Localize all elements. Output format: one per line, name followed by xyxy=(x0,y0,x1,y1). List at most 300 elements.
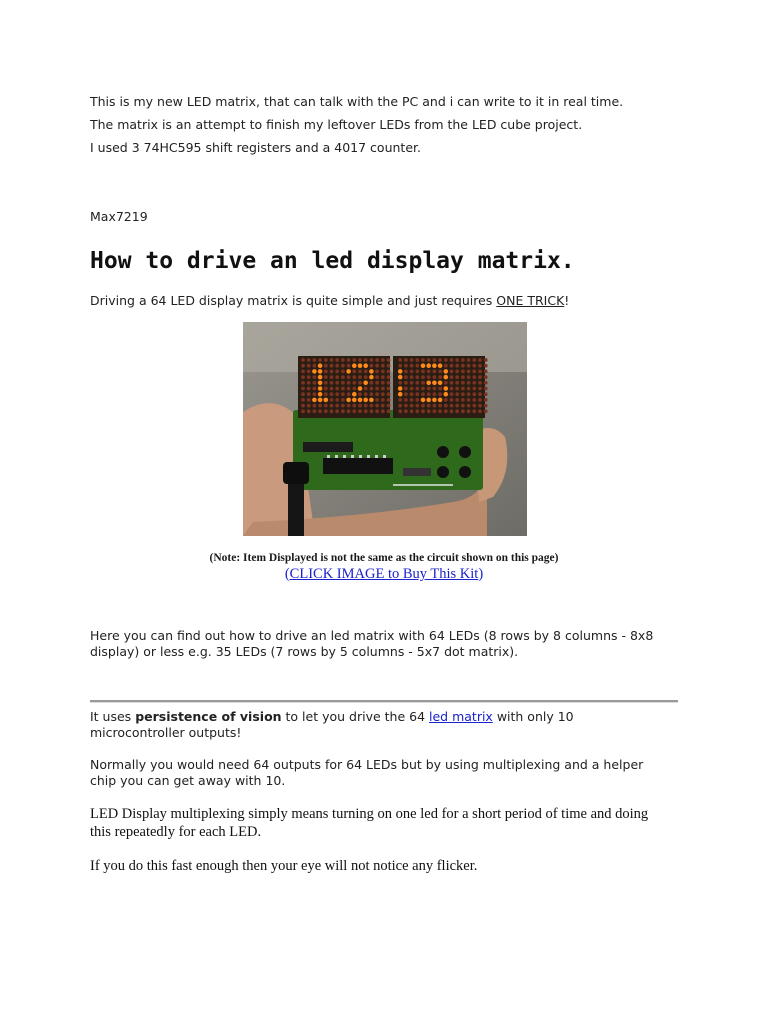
led-dot xyxy=(335,370,339,374)
led-dot xyxy=(444,375,449,380)
led-dot xyxy=(335,375,339,379)
led-dot xyxy=(404,358,408,362)
led-dot xyxy=(358,370,362,374)
led-dot xyxy=(375,398,379,402)
led-dot xyxy=(398,398,402,402)
led-dot xyxy=(467,358,471,362)
buy-kit-link[interactable]: CLICK IMAGE to Buy This Kit xyxy=(289,566,479,582)
led-dot xyxy=(398,392,403,397)
led-dot xyxy=(375,387,379,391)
led-dot xyxy=(381,392,385,396)
led-dot xyxy=(307,398,311,402)
led-dot xyxy=(444,364,448,368)
led-dot xyxy=(318,375,323,380)
led-dot xyxy=(341,392,345,396)
led-dot xyxy=(324,364,328,368)
led-dot xyxy=(364,358,368,362)
led-dot xyxy=(358,358,362,362)
led-dot xyxy=(347,392,351,396)
led-dot xyxy=(415,375,419,379)
led-dot xyxy=(370,358,374,362)
led-dot xyxy=(341,358,345,362)
led-dot xyxy=(467,392,471,396)
led-dot xyxy=(358,404,362,408)
led-dot xyxy=(478,358,482,362)
led-dot xyxy=(438,363,443,368)
led-dot xyxy=(432,363,437,368)
led-dot xyxy=(318,409,322,413)
led-dot xyxy=(301,358,305,362)
led-dot xyxy=(301,375,305,379)
paren-open: ( xyxy=(284,566,290,582)
led-dot xyxy=(433,375,437,379)
led-dot xyxy=(330,358,334,362)
led-dot xyxy=(352,409,356,413)
led-dot xyxy=(455,387,459,391)
led-dot xyxy=(387,409,391,413)
led-matrix-kit-photo[interactable] xyxy=(243,322,527,536)
led-dot xyxy=(301,364,305,368)
led-dot xyxy=(421,358,425,362)
led-dot xyxy=(426,363,431,368)
led-dot xyxy=(472,404,476,408)
led-dot xyxy=(410,381,414,385)
led-dot xyxy=(307,404,311,408)
page-heading: How to drive an led display matrix. xyxy=(90,248,575,274)
led-dot xyxy=(421,363,426,368)
led-dot xyxy=(375,381,379,385)
led-dot xyxy=(369,369,374,374)
led-dot xyxy=(410,358,414,362)
led-dot xyxy=(341,381,345,385)
led-dot xyxy=(450,409,454,413)
led-dot xyxy=(330,392,334,396)
normally-line-2: chip you can get away with 10. xyxy=(90,773,286,788)
led-dot xyxy=(444,398,448,402)
section-divider xyxy=(90,700,678,703)
led-dot xyxy=(484,370,488,374)
led-dot xyxy=(478,409,482,413)
led-dot xyxy=(433,370,437,374)
led-dot xyxy=(313,392,317,396)
led-dot xyxy=(427,392,431,396)
led-dot xyxy=(421,387,425,391)
led-dot xyxy=(472,375,476,379)
led-dot xyxy=(467,381,471,385)
led-dot xyxy=(318,363,323,368)
led-dot xyxy=(346,398,351,403)
led-dot xyxy=(370,404,374,408)
led-dot xyxy=(426,398,431,403)
led-dot xyxy=(375,404,379,408)
driving-text: Driving a 64 LED display matrix is quite simple and just requires xyxy=(90,293,497,308)
led-dot xyxy=(358,398,363,403)
led-dot xyxy=(363,381,368,386)
led-dot xyxy=(410,392,414,396)
led-dot xyxy=(330,381,334,385)
led-dot xyxy=(433,387,437,391)
led-dot xyxy=(427,375,431,379)
flicker-paragraph: If you do this fast enough then your eye will not notice any flicker. xyxy=(90,858,478,874)
led-dot xyxy=(427,404,431,408)
intro-line-2: The matrix is an attempt to finish my leftover LEDs from the LED cube project. xyxy=(90,117,583,132)
led-dot xyxy=(324,358,328,362)
led-dot xyxy=(484,404,488,408)
persistence-after: with only 10 xyxy=(492,709,574,724)
led-dot xyxy=(433,358,437,362)
led-matrix-link[interactable]: led matrix xyxy=(429,709,493,724)
led-dot xyxy=(387,358,391,362)
led-dot xyxy=(438,375,442,379)
intro-line-1: This is my new LED matrix, that can talk with the PC and i can write to it in real time. xyxy=(90,94,624,109)
led-dot xyxy=(438,398,443,403)
led-dot xyxy=(421,409,425,413)
led-dot xyxy=(347,409,351,413)
led-dot xyxy=(324,409,328,413)
led-dot xyxy=(427,387,431,391)
find-out-line-1: Here you can find out how to drive an led matrix with 64 LEDs (8 rows by 8 columns - 8x8 xyxy=(90,628,654,643)
find-out-line-2: display) or less e.g. 35 LEDs (7 rows by 5 columns - 5x7 dot matrix). xyxy=(90,644,519,659)
led-dot xyxy=(324,375,328,379)
led-dot xyxy=(387,392,391,396)
led-dot xyxy=(370,381,374,385)
led-dot xyxy=(369,398,374,403)
led-dot xyxy=(341,375,345,379)
persistence-middle: to let you drive the 64 xyxy=(281,709,430,724)
led-dot xyxy=(438,409,442,413)
led-dot xyxy=(318,404,322,408)
led-dot xyxy=(307,358,311,362)
led-dot xyxy=(455,404,459,408)
led-dot xyxy=(330,370,334,374)
led-dot xyxy=(347,358,351,362)
led-dot xyxy=(358,386,363,391)
led-dot xyxy=(370,392,374,396)
persistence-line-2: microcontroller outputs! xyxy=(90,725,242,740)
led-dot xyxy=(335,392,339,396)
led-dot xyxy=(432,398,437,403)
led-dot xyxy=(404,392,408,396)
led-dot xyxy=(324,398,329,403)
led-dot xyxy=(358,409,362,413)
led-dot xyxy=(307,392,311,396)
led-dot xyxy=(484,381,488,385)
persistence-line-1 xyxy=(90,709,574,725)
led-dot xyxy=(438,392,442,396)
led-dot xyxy=(461,375,465,379)
led-dot xyxy=(381,398,385,402)
led-dot xyxy=(484,398,488,402)
led-dot xyxy=(341,409,345,413)
led-dot xyxy=(484,409,488,413)
led-dot xyxy=(467,370,471,374)
led-dot xyxy=(421,392,425,396)
led-dot xyxy=(307,364,311,368)
led-dot xyxy=(347,404,351,408)
led-dot xyxy=(450,381,454,385)
led-dot xyxy=(387,387,391,391)
led-dot xyxy=(381,404,385,408)
led-dot xyxy=(421,381,425,385)
led-dot xyxy=(415,387,419,391)
led-dot xyxy=(375,375,379,379)
led-dot xyxy=(381,370,385,374)
led-dot xyxy=(438,358,442,362)
led-dot xyxy=(472,392,476,396)
led-dot xyxy=(478,387,482,391)
led-dot xyxy=(301,387,305,391)
led-dot xyxy=(318,392,323,397)
led-dot xyxy=(421,370,425,374)
led-dot xyxy=(478,375,482,379)
led-dot xyxy=(461,392,465,396)
note-text: (Note: Item Displayed is not the same as the circuit shown on this page) xyxy=(209,552,559,564)
led-dot xyxy=(450,392,454,396)
led-dot xyxy=(398,409,402,413)
led-dot xyxy=(347,375,351,379)
led-dot xyxy=(313,381,317,385)
led-dot xyxy=(381,387,385,391)
led-dot xyxy=(410,404,414,408)
led-dot xyxy=(438,381,443,386)
led-dot xyxy=(341,370,345,374)
find-out-paragraph xyxy=(90,628,653,660)
led-dot xyxy=(352,370,356,374)
led-dot xyxy=(461,370,465,374)
led-dot xyxy=(461,364,465,368)
led-dot xyxy=(455,358,459,362)
led-dot xyxy=(415,404,419,408)
led-dot xyxy=(381,409,385,413)
led-dot xyxy=(358,381,362,385)
led-dot xyxy=(433,404,437,408)
led-dot xyxy=(358,363,363,368)
led-dot xyxy=(324,370,328,374)
led-dot xyxy=(461,404,465,408)
led-dot xyxy=(375,392,379,396)
led-dot xyxy=(370,364,374,368)
led-dot xyxy=(478,381,482,385)
led-dot xyxy=(461,381,465,385)
led-dot xyxy=(410,387,414,391)
led-dot xyxy=(398,404,402,408)
led-dot xyxy=(427,409,431,413)
led-dot xyxy=(313,387,317,391)
led-dot xyxy=(352,392,357,397)
led-dot xyxy=(455,392,459,396)
led-dot xyxy=(352,398,357,403)
led-dot xyxy=(313,364,317,368)
led-dot xyxy=(410,398,414,402)
led-dot xyxy=(307,381,311,385)
led-dot xyxy=(307,370,311,374)
led-dot xyxy=(341,364,345,368)
multiplexing-line-1: LED Display multiplexing simply means turning on one led for a short period of time and doing xyxy=(90,806,649,822)
persistence-text: It uses xyxy=(90,709,136,724)
led-dot xyxy=(381,358,385,362)
led-dot xyxy=(358,375,362,379)
led-dot xyxy=(341,398,345,402)
led-dot xyxy=(398,358,402,362)
led-dot xyxy=(444,381,448,385)
led-dot xyxy=(455,370,459,374)
led-dot xyxy=(410,370,414,374)
led-dot xyxy=(484,358,488,362)
led-dot xyxy=(427,358,431,362)
led-dot xyxy=(404,375,408,379)
chip-name: Max7219 xyxy=(90,209,148,224)
led-dot xyxy=(324,387,328,391)
led-dot xyxy=(387,370,391,374)
led-dot xyxy=(433,392,437,396)
led-dot xyxy=(450,398,454,402)
led-dot xyxy=(450,358,454,362)
led-dot xyxy=(415,392,419,396)
led-dot xyxy=(432,381,437,386)
led-dot xyxy=(404,409,408,413)
led-dot xyxy=(370,409,374,413)
led-dot xyxy=(364,404,368,408)
led-dot xyxy=(312,369,317,374)
led-dot xyxy=(313,404,317,408)
led-dot xyxy=(387,404,391,408)
led-dot xyxy=(444,358,448,362)
led-dot xyxy=(467,409,471,413)
one-trick-text: ONE TRICK xyxy=(496,293,565,308)
led-dot xyxy=(301,392,305,396)
led-dot xyxy=(455,375,459,379)
led-dot xyxy=(444,392,449,397)
led-dot xyxy=(375,409,379,413)
led-dot xyxy=(421,398,426,403)
led-dot xyxy=(307,409,311,413)
multiplexing-line-2: this repeatedly for each LED. xyxy=(90,824,262,840)
led-dot xyxy=(313,375,317,379)
led-dot xyxy=(484,387,488,391)
led-dot xyxy=(444,369,449,374)
led-dot xyxy=(404,381,408,385)
led-dot xyxy=(455,364,459,368)
led-dot xyxy=(461,358,465,362)
led-dot xyxy=(313,409,317,413)
led-dot xyxy=(335,398,339,402)
led-dot xyxy=(313,358,317,362)
led-dot xyxy=(398,386,403,391)
led-dot xyxy=(472,381,476,385)
led-dot xyxy=(324,392,328,396)
led-dot xyxy=(444,409,448,413)
led-dot xyxy=(335,364,339,368)
led-dot xyxy=(472,364,476,368)
normally-line-1: Normally you would need 64 outputs for 64 LEDs but by using multiplexing and a helper xyxy=(90,757,644,772)
persistence-paragraph xyxy=(90,709,574,741)
led-dot xyxy=(352,404,356,408)
led-dot xyxy=(444,386,449,391)
led-dot xyxy=(404,398,408,402)
led-dot xyxy=(387,364,391,368)
led-dot xyxy=(467,387,471,391)
led-dot xyxy=(352,375,356,379)
led-dot xyxy=(352,363,357,368)
led-dot xyxy=(369,375,374,380)
led-dot xyxy=(381,364,385,368)
led-dot xyxy=(415,370,419,374)
led-dot xyxy=(467,404,471,408)
led-dot xyxy=(375,364,379,368)
led-dot xyxy=(415,409,419,413)
led-dot xyxy=(330,387,334,391)
led-dot xyxy=(301,398,305,402)
led-dot xyxy=(301,370,305,374)
led-dot xyxy=(364,370,368,374)
led-dot xyxy=(363,363,368,368)
led-dot xyxy=(433,409,437,413)
led-dot xyxy=(307,387,311,391)
led-dot xyxy=(330,364,334,368)
led-dot xyxy=(346,369,351,374)
led-dot xyxy=(387,398,391,402)
led-dot xyxy=(301,381,305,385)
led-dot xyxy=(472,370,476,374)
led-dot xyxy=(358,392,362,396)
led-dot xyxy=(301,404,305,408)
led-dot xyxy=(404,404,408,408)
led-dot xyxy=(335,381,339,385)
led-dot xyxy=(318,386,323,391)
led-dot xyxy=(330,404,334,408)
led-dot xyxy=(455,398,459,402)
led-dot xyxy=(478,398,482,402)
led-dot xyxy=(335,387,339,391)
led-dot xyxy=(381,381,385,385)
led-dot xyxy=(484,375,488,379)
led-dot xyxy=(341,387,345,391)
intro-line-3: I used 3 74HC595 shift registers and a 4017 counter. xyxy=(90,140,421,155)
led-dot xyxy=(427,370,431,374)
driving-paragraph xyxy=(90,293,569,309)
led-dot xyxy=(455,409,459,413)
led-dot xyxy=(324,381,328,385)
led-dot xyxy=(335,358,339,362)
normally-paragraph xyxy=(90,757,643,789)
led-dot xyxy=(347,387,351,391)
led-dot xyxy=(347,381,351,385)
led-dot xyxy=(375,358,379,362)
led-dot xyxy=(375,370,379,374)
led-dot xyxy=(364,387,368,391)
led-dot xyxy=(410,409,414,413)
led-dot xyxy=(438,387,442,391)
led-dot xyxy=(461,387,465,391)
led-dot xyxy=(450,404,454,408)
led-dot xyxy=(461,409,465,413)
led-dot xyxy=(404,364,408,368)
led-dot xyxy=(398,369,403,374)
led-dot xyxy=(364,392,368,396)
multiplexing-paragraph xyxy=(90,805,648,841)
driving-end: ! xyxy=(564,293,570,308)
led-dot xyxy=(324,404,328,408)
led-dot xyxy=(478,364,482,368)
led-dot xyxy=(364,409,368,413)
led-dot xyxy=(312,398,317,403)
led-dot xyxy=(410,375,414,379)
paren-close: ) xyxy=(478,566,484,582)
led-dot xyxy=(478,392,482,396)
led-dot xyxy=(444,404,448,408)
led-dot xyxy=(398,364,402,368)
led-dot xyxy=(467,398,471,402)
